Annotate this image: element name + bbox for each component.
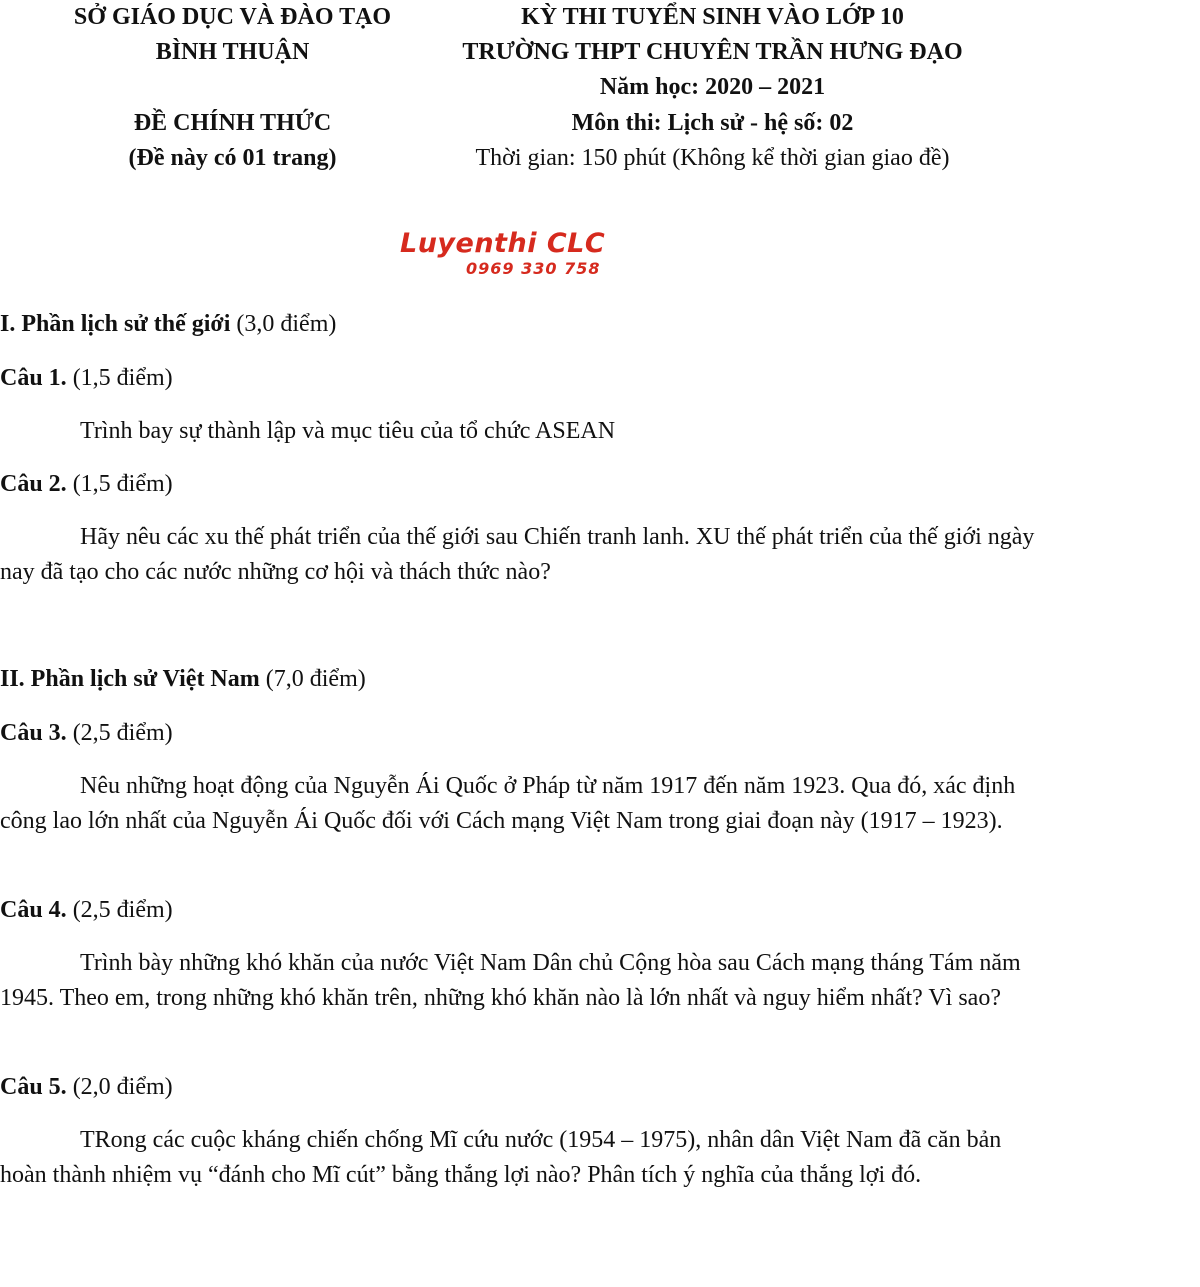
part2-heading	[0, 662, 366, 696]
official-exam-label: ĐỀ CHÍNH THỨC	[133, 110, 332, 136]
question1-points: (1,5 điểm)	[72, 365, 173, 391]
school-name: TRƯỜNG THPT CHUYÊN TRẦN HƯNG ĐẠO	[462, 39, 963, 65]
part2-title: II. Phần lịch sử Việt Nam	[0, 666, 260, 692]
logo-phone: 0969 330 758	[466, 259, 601, 278]
question4-heading	[0, 893, 173, 927]
time-allowed: Thời gian: 150 phút (Không kể thời gian giao đề)	[475, 145, 950, 171]
question5-points: (2,0 điểm)	[72, 1074, 173, 1100]
luyenthi-logo	[400, 228, 650, 288]
part2-points: (7,0 điểm)	[265, 666, 366, 692]
page-count-note: (Đề này có 01 trang)	[128, 145, 337, 171]
question1-text: Trình bay sự thành lập và mục tiêu của tổ chức ASEAN	[80, 418, 616, 444]
exam-title: KỲ THI TUYỂN SINH VÀO LỚP 10	[521, 4, 904, 30]
question2-label: Câu 2.	[0, 471, 67, 497]
department-name: SỞ GIÁO DỤC VÀ ĐÀO TẠO	[73, 4, 392, 30]
question2-text: Hãy nêu các xu thế phát triển của thế giới sau Chiến tranh lanh. XU thế phát triển của thế giới ngày nay đã tạo cho các nước những cơ hội và thách thức nào?	[0, 524, 1035, 585]
province-name: BÌNH THUẬN	[155, 39, 310, 65]
question2-heading	[0, 467, 173, 501]
question5-label: Câu 5.	[0, 1074, 67, 1100]
question1-heading	[0, 361, 173, 395]
question2-points: (1,5 điểm)	[72, 471, 173, 497]
part1-title: I. Phần lịch sử thế giới	[0, 311, 231, 337]
subject-line: Môn thi: Lịch sử - hệ số: 02	[571, 110, 854, 136]
question3-text: Nêu những hoạt động của Nguyễn Ái Quốc ở Pháp từ năm 1917 đến năm 1923. Qua đó, xác định công lao lớn nhất của Nguyễn Ái Quốc đối với Cách mạng Việt Nam trong giai đoạn này (1917 – 1923).	[0, 773, 1016, 834]
logo-name: Luyenthi CLC	[400, 228, 606, 259]
question4-label: Câu 4.	[0, 897, 67, 923]
question4-points: (2,5 điểm)	[72, 897, 173, 923]
part1-points: (3,0 điểm)	[236, 311, 337, 337]
question3-label: Câu 3.	[0, 720, 67, 746]
part1-heading	[0, 307, 336, 341]
question3-heading	[0, 716, 173, 750]
question5-heading	[0, 1070, 173, 1104]
question3-points: (2,5 điểm)	[72, 720, 173, 746]
question4-text: Trình bày những khó khăn của nước Việt Nam Dân chủ Cộng hòa sau Cách mạng tháng Tám năm 1945. Theo em, trong những khó khăn trên, những khó khăn nào là lớn nhất và nguy hiểm nhất? Vì sao?	[0, 950, 1021, 1011]
question5-text: TRong các cuộc kháng chiến chống Mĩ cứu nước (1954 – 1975), nhân dân Việt Nam đã căn bản hoàn thành nhiệm vụ “đánh cho Mĩ cút” bằng thắng lợi nào? Phân tích ý nghĩa của thắng lợi đó.	[0, 1127, 1002, 1188]
question1-label: Câu 1.	[0, 365, 67, 391]
school-year: Năm học: 2020 – 2021	[599, 74, 826, 100]
